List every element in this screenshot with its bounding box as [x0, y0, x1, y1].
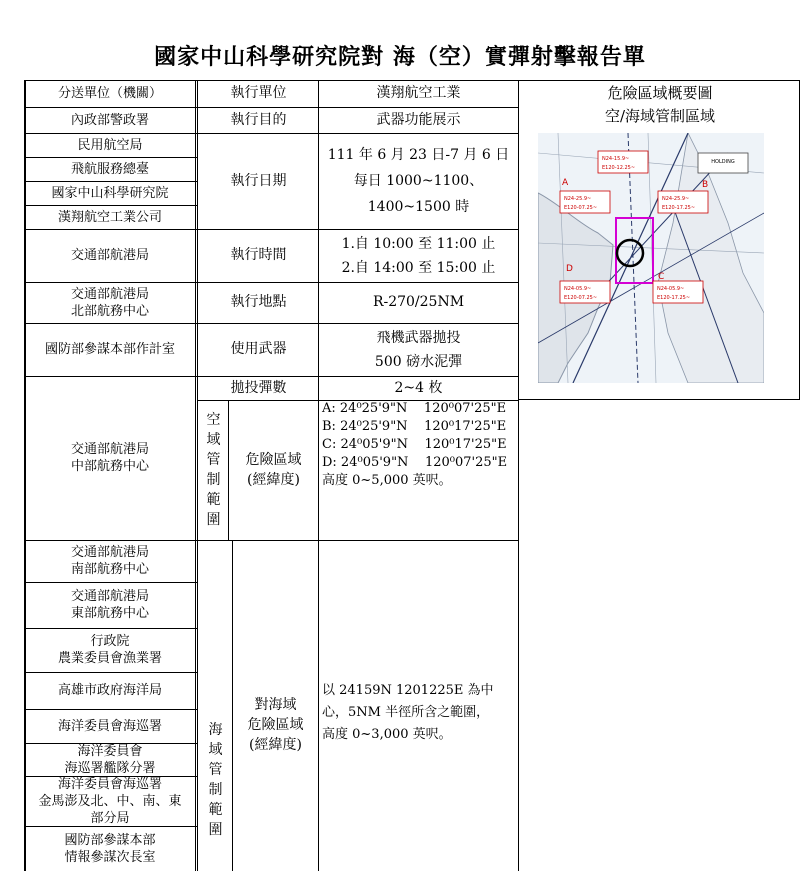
recipient-9-line: 南部航務中心 — [70, 562, 149, 577]
box-b-line1: N24-25.9~ — [662, 196, 690, 202]
value-location: R-270/25NM — [372, 294, 465, 310]
air-danger-line: 危險區域 — [245, 452, 302, 468]
recipient-16 — [24, 826, 196, 871]
dates-line: 每日 1000~1100、 — [353, 173, 484, 189]
map-title: 危險區域概要圖 — [607, 84, 713, 102]
box-a-line1: N24-25.9~ — [564, 196, 592, 202]
recipient-12: 高雄市政府海洋局 — [57, 683, 162, 698]
corner-d-label: D — [566, 264, 573, 274]
recipient-10 — [24, 582, 196, 628]
sea-danger-line: 危險區域 — [247, 717, 304, 733]
sea-zone-char: 制 — [208, 782, 223, 798]
recipient-14-line: 海洋委員會 — [77, 743, 143, 759]
sea-danger-line: (經緯度) — [249, 737, 302, 753]
weapon-line: 500 磅水泥彈 — [374, 353, 463, 370]
recipient-6 — [24, 282, 196, 323]
coord-box-a — [560, 191, 610, 213]
corner-c-label: C — [658, 272, 665, 282]
page-title: 國家中山科學研究院對 海（空）實彈射擊報告單 — [154, 44, 646, 70]
air-altitude: 高度 0~5,000 英呎。 — [322, 473, 452, 488]
recipient-15-line: 金馬澎及北、中、南、東 — [38, 793, 182, 809]
sea-zone-char: 圍 — [208, 822, 223, 838]
box-d-line1: N24-05.9~ — [564, 286, 592, 292]
value-purpose: 武器功能展示 — [376, 111, 461, 128]
label-weapon: 使用武器 — [230, 341, 287, 357]
recipient-6-line: 北部航務中心 — [70, 303, 149, 319]
air-danger-line: (經緯度) — [247, 472, 300, 488]
air-coord-a: A: 24⁰25'9"N 120⁰07'25"E — [322, 401, 507, 416]
box-c-line2: E120-17.25~ — [657, 295, 691, 301]
label-air-danger — [229, 400, 318, 540]
air-zone-char: 制 — [206, 472, 221, 488]
air-zone-char: 域 — [206, 432, 221, 448]
danger-area-map — [538, 133, 764, 383]
sea-desc-line: 心，5NM 半徑所含之範圍， — [322, 705, 490, 720]
recipient-8 — [24, 376, 196, 540]
recipient-15-line: 海洋委員會海巡署 — [57, 776, 162, 792]
air-zone-char: 範 — [206, 492, 221, 508]
recipient-9 — [24, 540, 196, 582]
coord-box-center — [598, 151, 648, 173]
sea-zone-char: 域 — [208, 742, 223, 758]
coord-box-d — [560, 281, 610, 303]
air-coord-c: C: 24⁰05'9"N 120⁰17'25"E — [322, 437, 507, 452]
recipient-8-line: 交通部航港局 — [70, 442, 149, 457]
times-line: 1.自 10:00 至 11:00 止 — [341, 235, 496, 252]
sea-zone-char: 海 — [208, 722, 223, 738]
air-coord-d: D: 24⁰05'9"N 120⁰07'25"E — [322, 455, 508, 470]
sea-danger-line: 對海域 — [254, 697, 297, 713]
box-a-line2: E120-07.25~ — [564, 205, 598, 211]
map-subtitle: 空/海域管制區域 — [604, 107, 716, 125]
recipient-7: 國防部參謀本部作計室 — [44, 342, 175, 357]
recipient-13: 海洋委員會海巡署 — [57, 718, 162, 734]
sea-desc-line: 以 24159N 1201225E 為中 — [322, 683, 494, 698]
recipient-8-line: 中部航務中心 — [70, 459, 149, 474]
recipient-10-line: 交通部航港局 — [70, 589, 149, 604]
value-sea-desc — [322, 680, 518, 770]
label-times: 執行時間 — [230, 247, 287, 263]
coord-box-c — [653, 281, 703, 303]
sea-zone-char: 範 — [208, 802, 223, 818]
recipient-14-line: 海巡署艦隊分署 — [64, 760, 156, 776]
times-line: 2.自 14:00 至 15:00 止 — [341, 259, 496, 276]
label-sea-danger — [233, 680, 318, 770]
label-dates: 執行日期 — [230, 172, 287, 189]
holding-label: HOLDING — [711, 159, 735, 165]
value-air-coords — [322, 400, 518, 540]
recipient-11-line: 農業委員會漁業署 — [57, 651, 162, 666]
air-zone-char: 圍 — [206, 512, 221, 528]
label-sea-zone — [199, 700, 232, 860]
air-coord-b: B: 24⁰25'9"N 120⁰17'25"E — [322, 419, 507, 434]
recipient-6-line: 交通部航港局 — [70, 286, 149, 302]
recipient-10-line: 東部航務中心 — [70, 606, 149, 621]
recipient-2: 飛航服務總臺 — [70, 161, 149, 177]
box-center-line1: N24-15.9~ — [602, 156, 630, 162]
box-b-line2: E120-17.25~ — [662, 205, 696, 211]
label-air-zone — [199, 400, 228, 540]
sea-desc-line: 高度 0~3,000 英呎。 — [322, 727, 452, 742]
recipient-1: 民用航空局 — [77, 137, 143, 153]
dates-line: 1400~1500 時 — [367, 199, 470, 215]
recipient-15-line: 部分局 — [90, 810, 130, 826]
value-exec-unit: 漢翔航空工業 — [376, 85, 461, 101]
corner-b-label: B — [702, 180, 709, 190]
recipient-4: 漢翔航空工業公司 — [57, 209, 162, 225]
label-exec-unit: 執行單位 — [230, 85, 287, 101]
col1-header: 分送單位（機關） — [57, 86, 162, 101]
air-zone-char: 空 — [206, 412, 221, 428]
recipient-0: 內政部警政署 — [70, 112, 149, 128]
box-d-line2: E120-07.25~ — [564, 295, 598, 301]
dates-line: 111 年 6 月 23 日-7 月 6 日 — [327, 147, 510, 163]
value-dates — [319, 133, 518, 229]
label-location: 執行地點 — [230, 294, 287, 310]
recipient-16-line: 國防部參謀本部 — [64, 832, 156, 848]
recipient-9-line: 交通部航港局 — [70, 545, 149, 560]
recipient-5: 交通部航港局 — [70, 248, 149, 263]
value-count: 2~4 枚 — [394, 379, 443, 396]
recipient-14 — [24, 743, 196, 776]
recipient-3: 國家中山科學研究院 — [51, 185, 169, 201]
recipient-11-line: 行政院 — [90, 634, 130, 649]
coord-box-b — [658, 191, 708, 213]
label-count: 拋投彈數 — [230, 379, 287, 396]
weapon-line: 飛機武器拋投 — [376, 329, 461, 346]
sea-zone-char: 管 — [208, 762, 223, 778]
value-times — [319, 229, 518, 282]
recipient-15 — [24, 776, 196, 826]
box-c-line1: N24-05.9~ — [657, 286, 685, 292]
recipient-16-line: 情報參謀次長室 — [64, 849, 156, 865]
recipient-11 — [24, 628, 196, 672]
label-purpose: 執行目的 — [230, 111, 287, 128]
air-zone-char: 管 — [206, 452, 221, 468]
box-center-line2: E120-12.25~ — [602, 165, 636, 171]
value-weapon — [319, 323, 518, 376]
corner-a-label: A — [562, 178, 569, 188]
